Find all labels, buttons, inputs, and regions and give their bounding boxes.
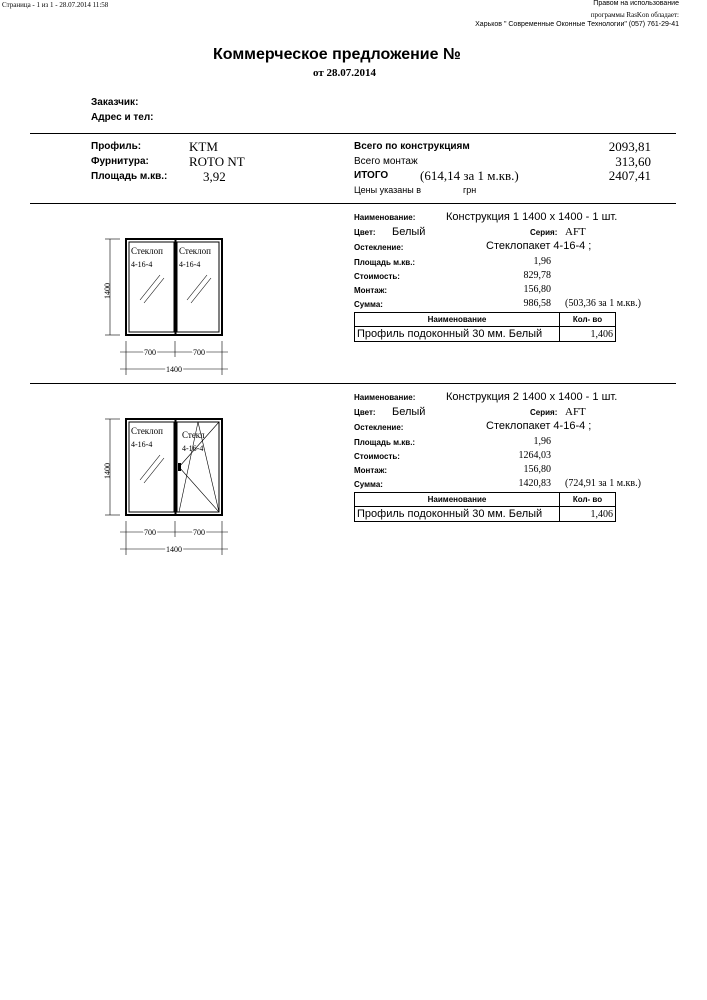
col-qty-header: Кол- во <box>559 492 616 507</box>
prices-note: Цены указаны в <box>354 185 421 195</box>
cost-label: Стоимость: <box>354 452 400 461</box>
profile-value: KTM <box>189 139 218 154</box>
col-name-header: Наименование <box>354 312 560 327</box>
install-label: Монтаж: <box>354 286 388 295</box>
width-dimension: 700 <box>144 528 156 537</box>
total-value: 2407,41 <box>608 168 651 183</box>
pane-text: 4-16-4 <box>131 260 153 269</box>
hardware-value: ROTO NT <box>189 154 245 169</box>
area-label: Площадь м.кв.: <box>354 438 416 447</box>
item-name: Профиль подоконный 30 мм. Белый <box>354 506 560 522</box>
rights-line-3: Харьков " Современные Оконные Технологии" (057) 761-29-41 <box>475 21 679 28</box>
sum-label: Сумма: <box>354 300 383 309</box>
cost-value: 829,78 <box>523 270 551 281</box>
total-install-value: 313,60 <box>615 154 651 169</box>
divider <box>30 203 676 204</box>
glazing-label: Остекление: <box>354 423 404 432</box>
total-constructions-value: 2093,81 <box>608 139 651 154</box>
rights-line-1: Правом на использование <box>593 0 679 7</box>
pane-text: Стекл <box>182 430 205 440</box>
window-drawing-1 <box>100 225 240 377</box>
sum-per-m2: (724,91 за 1 м.кв.) <box>565 478 641 489</box>
series-label: Серия: <box>530 228 558 237</box>
area-label: Площадь м.кв.: <box>354 258 416 267</box>
page-title: Коммерческое предложение № <box>213 46 461 63</box>
area-value: 1,96 <box>533 256 551 267</box>
width-dimension: 700 <box>193 348 205 357</box>
glazing-value: Стеклопакет 4-16-4 ; <box>486 420 592 432</box>
customer-label: Заказчик: <box>91 97 139 108</box>
total-install-label: Всего монтаж <box>354 156 418 167</box>
page-info: Страница - 1 из 1 - 28.07.2014 11:58 <box>2 1 109 9</box>
width-dimension: 700 <box>144 348 156 357</box>
area-label: Площадь м.кв.: <box>91 171 168 182</box>
sum-per-m2: (503,36 за 1 м.кв.) <box>565 298 641 309</box>
height-dimension: 1400 <box>103 463 112 479</box>
name-label: Наименование: <box>354 213 416 222</box>
glazing-value: Стеклопакет 4-16-4 ; <box>486 240 592 252</box>
total-per-m2: (614,14 за 1 м.кв.) <box>420 168 519 183</box>
color-label: Цвет: <box>354 408 376 417</box>
glazing-label: Остекление: <box>354 243 404 252</box>
address-label: Адрес и тел: <box>91 112 154 123</box>
pane-text: Стеклоп <box>131 246 163 256</box>
color-label: Цвет: <box>354 228 376 237</box>
height-dimension: 1400 <box>103 283 112 299</box>
sum-value: 1420,83 <box>518 478 551 489</box>
document-date: от 28.07.2014 <box>313 67 377 79</box>
hardware-label: Фурнитура: <box>91 156 149 167</box>
series-value: AFT <box>565 226 586 238</box>
cost-label: Стоимость: <box>354 272 400 281</box>
series-label: Серия: <box>530 408 558 417</box>
total-constructions-label: Всего по конструкциям <box>354 141 470 152</box>
area-value: 1,96 <box>533 436 551 447</box>
cost-value: 1264,03 <box>518 450 551 461</box>
name-label: Наименование: <box>354 393 416 402</box>
item-qty: 1,406 <box>559 326 616 342</box>
rights-line-2: программы RasKon обладает: <box>590 11 679 19</box>
install-value: 156,80 <box>523 284 551 295</box>
currency: грн <box>463 185 477 195</box>
item-qty: 1,406 <box>559 506 616 522</box>
pane-text: Стеклоп <box>131 426 163 436</box>
pane-text: 4-16-4 <box>131 440 153 449</box>
width-dimension: 1400 <box>166 545 182 554</box>
sum-value: 986,58 <box>523 298 551 309</box>
pane-text: Стеклоп <box>179 246 211 256</box>
area-value: 3,92 <box>203 169 226 184</box>
col-name-header: Наименование <box>354 492 560 507</box>
install-value: 156,80 <box>523 464 551 475</box>
width-dimension: 1400 <box>166 365 182 374</box>
divider <box>30 133 676 134</box>
profile-label: Профиль: <box>91 141 142 152</box>
window-drawing-2 <box>100 405 240 557</box>
color-value: Белый <box>392 226 426 238</box>
sum-label: Сумма: <box>354 480 383 489</box>
color-value: Белый <box>392 406 426 418</box>
width-dimension: 700 <box>193 528 205 537</box>
item-name: Профиль подоконный 30 мм. Белый <box>354 326 560 342</box>
pane-text: 4-16-4 <box>179 260 201 269</box>
total-label: ИТОГО <box>354 170 389 181</box>
divider <box>30 383 676 384</box>
col-qty-header: Кол- во <box>559 312 616 327</box>
construction-name: Конструкция 1 1400 x 1400 - 1 шт. <box>446 211 618 223</box>
install-label: Монтаж: <box>354 466 388 475</box>
construction-name: Конструкция 2 1400 x 1400 - 1 шт. <box>446 391 618 403</box>
series-value: AFT <box>565 406 586 418</box>
pane-text: 4-16-4 <box>182 444 204 453</box>
